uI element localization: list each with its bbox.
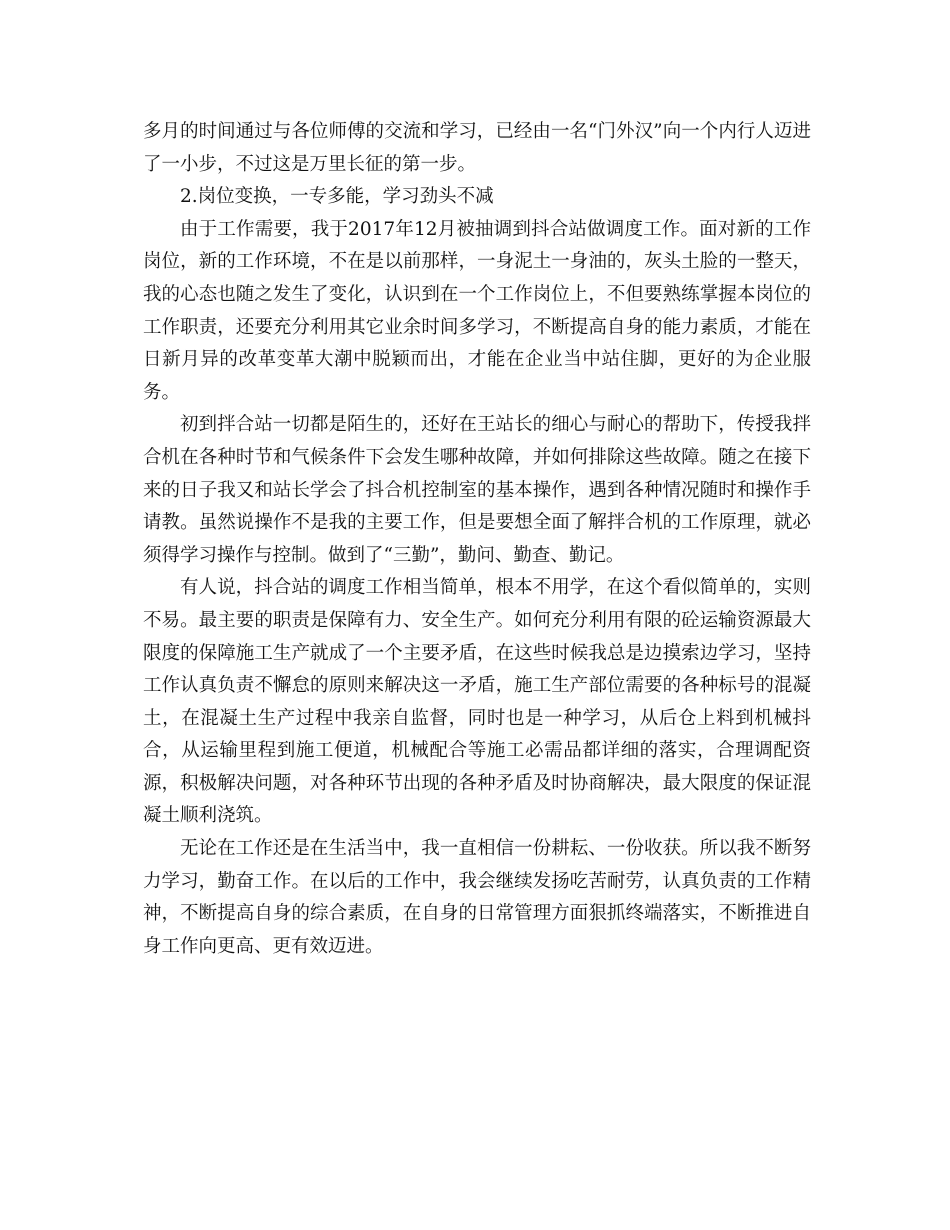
paragraph-conclusion: 无论在工作还是在生活当中，我一直相信一份耕耘、一份收获。所以我不断努力学习，勤奋工作。在以后的工作中，我会继续发扬吃苦耐劳，认真负责的工作精神，不断提高自身的综合素质，在自身的日常管理方面狠抓终端落实，不断推进自身工作向更高、更有效迈进。: [143, 838, 811, 957]
document-page: [143, 116, 811, 963]
paragraph-continuation: 多月的时间通过与各位师傅的交流和学习，已经由一名“门外汉”向一个内行人迈进了一小步，不过这是万里长征的第一步。: [143, 121, 811, 175]
paragraph-mixing-station-intro: 初到拌合站一切都是陌生的，还好在王站长的细心与耐心的帮助下，传授我拌合机在各种时节和气候条件下会发生哪种故障，并如何排除这些故障。随之在接下来的日子我又和站长学会了抖合机控制室的基本操作，遇到各种情况随时和操作手请教。虽然说操作不是我的主要工作，但是要想全面了解拌合机的工作原理，就必须得学习操作与控制。做到了“三勤”，勤问、勤查、勤记。: [143, 414, 811, 566]
paragraph-dispatch-work: 有人说，抖合站的调度工作相当简单，根本不用学，在这个看似简单的，实则不易。最主要的职责是保障有力、安全生产。如何充分利用有限的砼运输资源最大限度的保障施工生产就成了一个主要矛盾，在这些时候我总是边摸索边学习，坚持工作认真负责不懈怠的原则来解决这一矛盾，施工生产部位需要的各种标号的混凝土，在混凝土生产过程中我亲自监督，同时也是一种学习，从后仓上料到机械抖合，从运输里程到施工便道，机械配合等施工必需品都详细的落实，合理调配资源，积极解决问题，对各种环节出现的各种矛盾及时协商解决，最大限度的保证混凝土顺利浇筑。: [143, 577, 811, 827]
section-heading: 2.岗位变换，一专多能，学习劲头不减: [180, 186, 494, 208]
paragraph-job-transfer: 由于工作需要，我于2017年12月被抽调到抖合站做调度工作。面对新的工作岗位，新的工作环境，不在是以前那样，一身泥土一身油的，灰头土脸的一整天，我的心态也随之发生了变化，认识到在一个工作岗位上，不但要熟练掌握本岗位的工作职责，还要充分利用其它业余时间多学习，不断提高自身的能力素质，才能在日新月异的改革变革大潮中脱颖而出，才能在企业当中站住脚，更好的为企业服务。: [143, 218, 811, 403]
